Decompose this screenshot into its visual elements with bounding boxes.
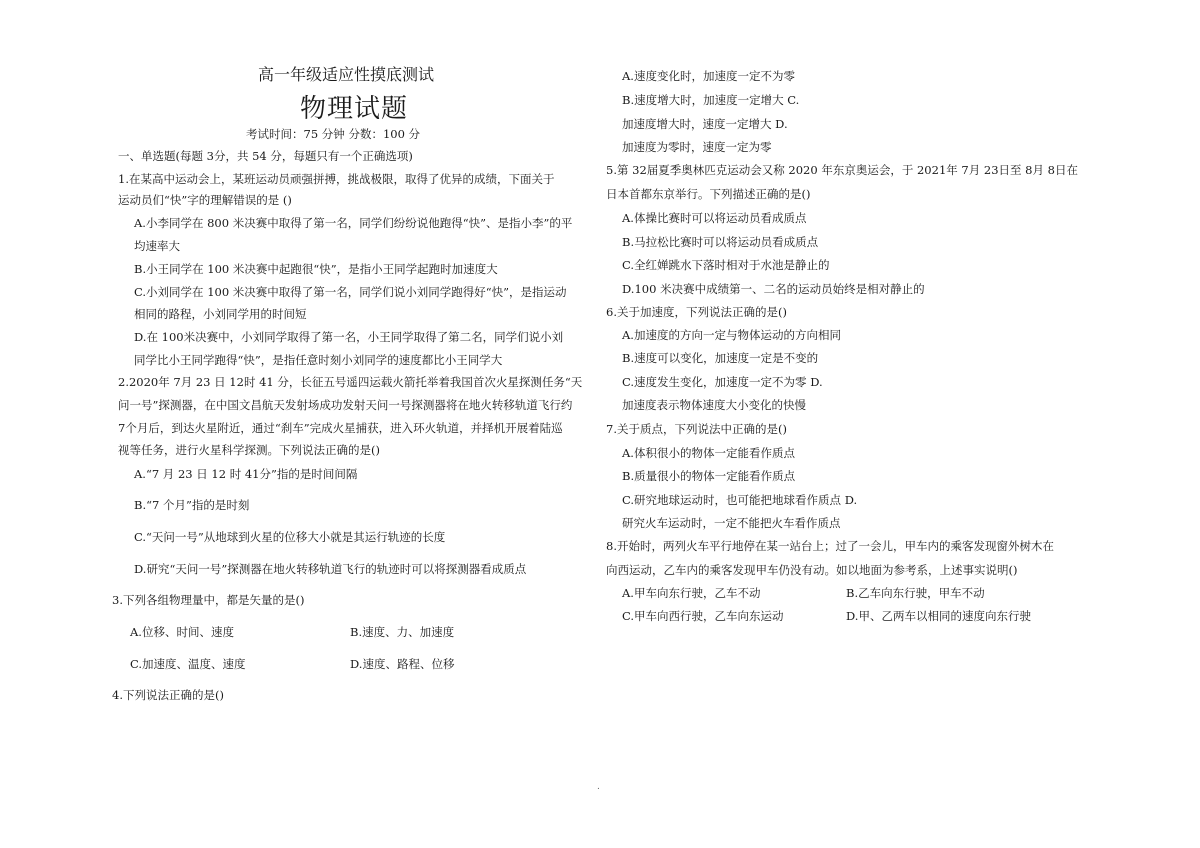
option-c: C.全红婵跳水下落时相对于水池是静止的 (622, 258, 830, 272)
question-stem: 7.关于质点，下列说法中正确的是() (606, 422, 787, 436)
footer-dot: . (597, 782, 600, 792)
option-b: B.“7 个月”指的是时刻 (134, 498, 250, 512)
option-b: B.速度增大时，加速度一定增大 C. (622, 93, 800, 107)
option-a: A.加速度的方向一定与物体运动的方向相同 (622, 328, 841, 342)
option-a: A.“7 月 23 日 12 时 41分”指的是时间间隔 (134, 467, 358, 481)
option-d: 加速度为零时，速度一定为零 (622, 140, 772, 154)
option-b: B.马拉松比赛时可以将运动员看成质点 (622, 235, 819, 249)
question-stem: 5.第 32届夏季奥林匹克运动会又称 2020 年东京奥运会，于 2021年 7月 23日至 8月 8日在 (606, 163, 1078, 177)
option-b: B.速度可以变化，加速度一定是不变的 (622, 351, 819, 365)
option-c: C.速度发生变化，加速度一定不为零 D. (622, 375, 823, 389)
question-stem: 1.在某高中运动会上，某班运动员顽强拼搏，挑战极限，取得了优异的成绩，下面关于 (118, 172, 555, 186)
subject-title: 物理试题 (300, 94, 409, 124)
option-b: B.质量很小的物体一定能看作质点 (622, 469, 796, 483)
question-stem: 视等任务，进行火星科学探测。下列说法正确的是() (118, 443, 380, 457)
option-a: A.位移、时间、速度 (130, 625, 234, 639)
option-d: 研究火车运动时，一定不能把火车看作质点 (622, 516, 841, 530)
option-a-cont: 均速率大 (134, 239, 180, 253)
option-a: A.体操比赛时可以将运动员看成质点 (622, 211, 807, 225)
exam-meta: 考试时间：75 分钟 分数：100 分 (246, 127, 421, 141)
question-stem: 4.下列说法正确的是() (112, 688, 224, 702)
option-b: B.乙车向东行驶，甲车不动 (846, 586, 985, 600)
option-c: C.小刘同学在 100 米决赛中取得了第一名，同学们说小刘同学跑得好“快”，是指运动 (134, 285, 567, 299)
question-stem: 向西运动，乙车内的乘客发现甲车仍没有动。如以地面为参考系，上述事实说明() (606, 563, 1018, 577)
exam-title: 高一年级适应性摸底测试 (258, 65, 435, 84)
option-d: D.速度、路程、位移 (350, 657, 455, 671)
question-stem: 3.下列各组物理量中，都是矢量的是() (112, 593, 305, 607)
option-a: A.甲车向东行驶，乙车不动 (622, 586, 761, 600)
option-c: C.甲车向西行驶，乙车向东运动 (622, 609, 784, 623)
question-stem: 问一号”探测器，在中国文昌航天发射场成功发射天问一号探测器将在地火转移轨道飞行约 (118, 398, 573, 412)
option-a: A.小李同学在 800 米决赛中取得了第一名，同学们纷纷说他跑得“快”、是指小李”的平 (134, 216, 573, 230)
option-d: D.100 米决赛中成绩第一、二名的运动员始终是相对静止的 (622, 282, 925, 296)
option-d: 加速度表示物体速度大小变化的快慢 (622, 398, 806, 412)
option-d: D.在 100米决赛中，小刘同学取得了第一名，小王同学取得了第二名，同学们说小刘 (134, 330, 564, 344)
option-b: B.速度、力、加速度 (350, 625, 455, 639)
question-stem: 7个月后，到达火星附近，通过“刹车”完成火星捕获，进入环火轨道，并择机开展着陆巡 (118, 421, 563, 435)
section-heading: 一、单选题(每题 3分，共 54 分，每题只有一个正确选项) (118, 149, 413, 163)
option-d: D.研究“天问一号”探测器在地火转移轨道飞行的轨迹时可以将探测器看成质点 (134, 562, 527, 576)
option-c: C.研究地球运动时，也可能把地球看作质点 D. (622, 493, 858, 507)
question-stem: 8.开始时，两列火车平行地停在某一站台上；过了一会儿，甲车内的乘客发现窗外树木在 (606, 539, 1054, 553)
question-stem: 6.关于加速度，下列说法正确的是() (606, 305, 787, 319)
option-d: D.甲、乙两车以相同的速度向东行驶 (846, 609, 1031, 623)
option-c: 加速度增大时，速度一定增大 D. (622, 117, 788, 131)
option-c: C.“天问一号”从地球到火星的位移大小就是其运行轨迹的长度 (134, 530, 446, 544)
option-b: B.小王同学在 100 米决赛中起跑很“快”，是指小王同学起跑时加速度大 (134, 262, 498, 276)
option-a: A.速度变化时，加速度一定不为零 (622, 69, 795, 83)
option-a: A.体积很小的物体一定能看作质点 (622, 446, 795, 460)
question-stem: 运动员们“快”字的理解错误的是 () (118, 193, 292, 207)
option-c-cont: 相同的路程，小刘同学用的时间短 (134, 307, 307, 321)
question-stem: 日本首都东京举行。下列描述正确的是() (606, 187, 811, 201)
option-c: C.加速度、温度、速度 (130, 657, 246, 671)
option-d-cont: 同学比小王同学跑得“快”，是指任意时刻小刘同学的速度都比小王同学大 (134, 353, 503, 367)
question-stem: 2.2020年 7月 23 日 12时 41 分，长征五号遥四运载火箭托举着我国首次火星探测任务“天 (118, 375, 583, 389)
